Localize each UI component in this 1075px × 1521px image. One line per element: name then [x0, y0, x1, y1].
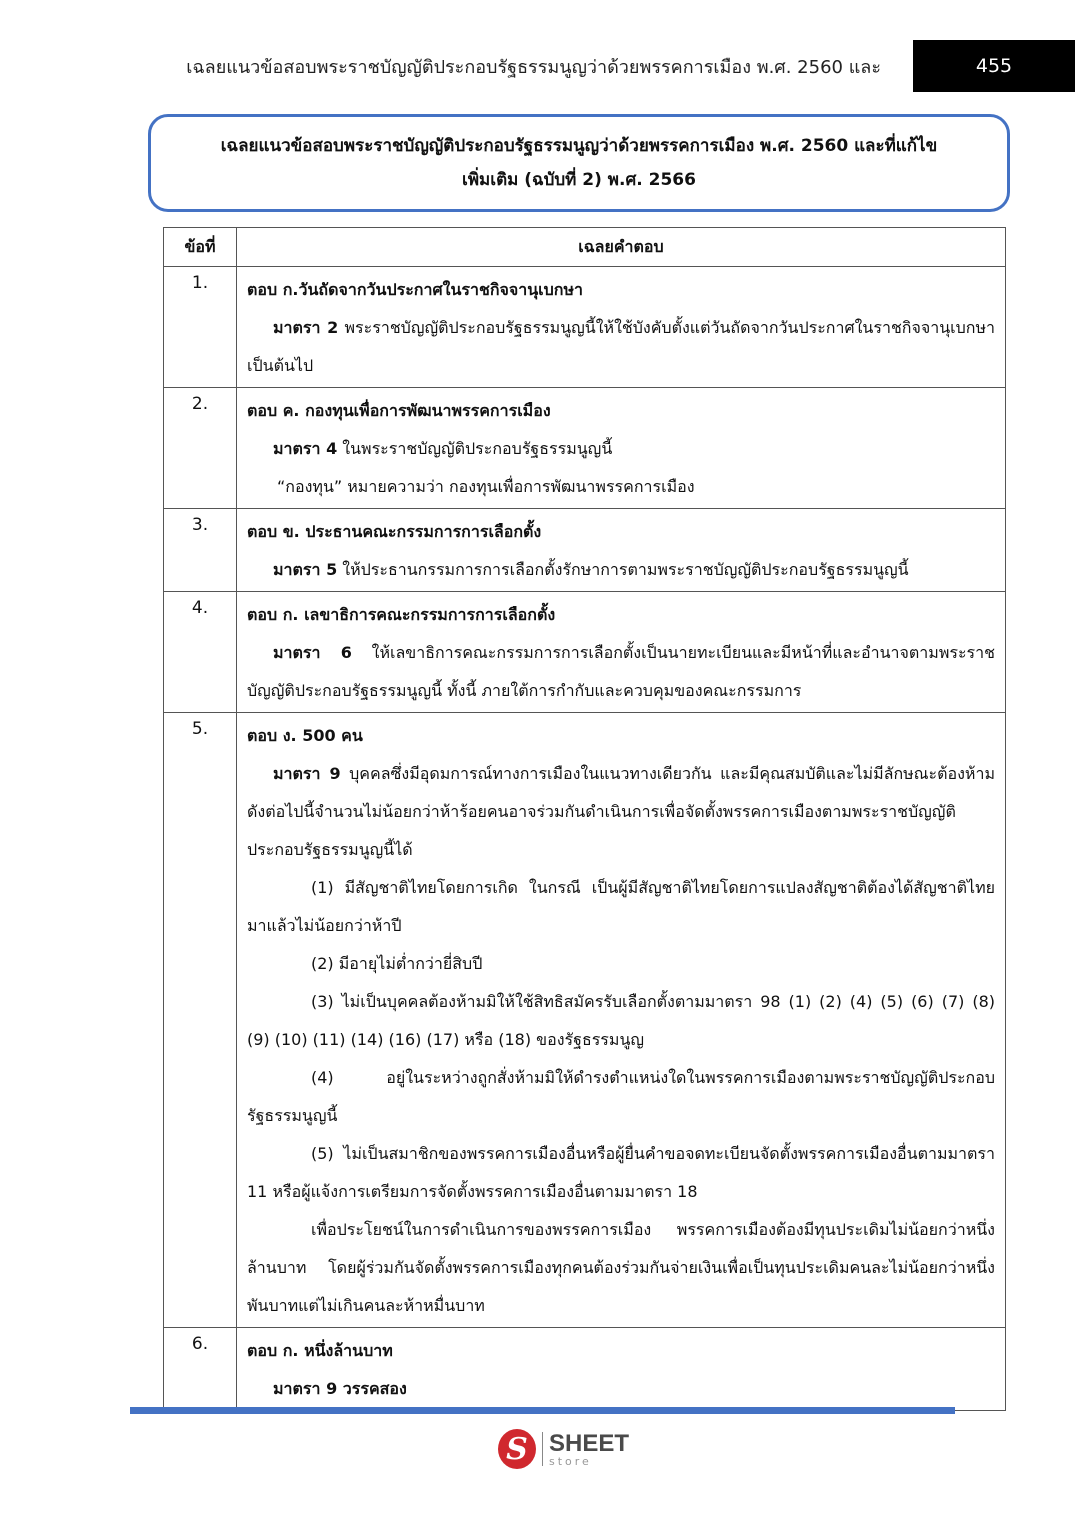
law-body: ในพระราชบัญญัติประกอบรัฐธรรมนูญนี้ [337, 439, 613, 458]
sheet-store-logo [498, 1427, 629, 1471]
table-row [164, 267, 1006, 388]
page-number: 455 [913, 40, 1075, 92]
row-answer [237, 713, 1006, 1328]
table-row [164, 713, 1006, 1328]
table-row [164, 592, 1006, 713]
row-answer [237, 388, 1006, 509]
logo-text [549, 1429, 630, 1468]
row-number: 4. [164, 592, 237, 713]
row-number: 2. [164, 388, 237, 509]
law-text [247, 755, 995, 869]
logo-s-icon: S [498, 1429, 536, 1469]
law-text [247, 551, 995, 589]
law-body: ให้ประธานกรรมการการเลือกตั้งรักษาการตามพระราชบัญญัติประกอบรัฐธรรมนูญนี้ [337, 560, 909, 579]
row-answer [237, 1328, 1006, 1411]
answer-line: ตอบ ก. หนึ่งล้านบาท [247, 1341, 393, 1360]
row-answer [237, 509, 1006, 592]
list-item: (4) อยู่ในระหว่างถูกสั่งห้ามมิให้ดำรงตำแหน่งใดในพรรคการเมืองตามพระราชบัญญัติประกอบรัฐธรรมนูญนี้ [247, 1068, 995, 1125]
table-header-row [164, 228, 1006, 267]
law-text [247, 430, 995, 468]
list-item: (1) มีสัญชาติไทยโดยการเกิด ในกรณี เป็นผู้มีสัญชาติไทยโดยการแปลงสัญชาติต้องได้สัญชาติไทยมาแล้วไม่น้อยกว่าห้าปี [247, 878, 995, 935]
row-number: 3. [164, 509, 237, 592]
answer-line: ตอบ ก.วันถัดจากวันประกาศในราชกิจจานุเบกษา [247, 280, 584, 299]
title-line-2: เพิ่มเติม (ฉบับที่ 2) พ.ศ. 2566 [462, 170, 696, 190]
row-answer [237, 267, 1006, 388]
list-item: (5) ไม่เป็นสมาชิกของพรรคการเมืองอื่นหรือผู้ยื่นคำขอจดทะเบียนจัดตั้งพรรคการเมืองอื่นตามมาตรา 11 หรือผู้แจ้งการเตรียมการจัดตั้งพรรคการเมืองอื่นตามมาตรา 18 [247, 1144, 995, 1201]
title-box [148, 114, 1010, 212]
row-number: 5. [164, 713, 237, 1328]
list-item: (2) มีอายุไม่ต่ำกว่ายี่สิบปี [311, 954, 483, 973]
title-line-1: เฉลยแนวข้อสอบพระราชบัญญัติประกอบรัฐธรรมนูญว่าด้วยพรรคการเมือง พ.ศ. 2560 และที่แก้ไข [220, 136, 938, 156]
law-section: มาตรา 9 [273, 764, 341, 783]
running-header: เฉลยแนวข้อสอบพระราชบัญญัติประกอบรัฐธรรมนูญว่าด้วยพรรคการเมือง พ.ศ. 2560 และ [186, 57, 881, 78]
row-number: 6. [164, 1328, 237, 1411]
footer-bar [130, 1407, 955, 1414]
list-item: (3) ไม่เป็นบุคคลต้องห้ามมิให้ใช้สิทธิสมัครรับเลือกตั้งตามมาตรา 98 (1) (2) (4) (5) (6) (7) (8) (9) (10) (11) (14) (16) (17) หรือ (18) ของรัฐธรรมนูญ [247, 992, 995, 1049]
answer-line: ตอบ ก. เลขาธิการคณะกรรมการการเลือกตั้ง [247, 605, 556, 624]
law-body: พระราชบัญญัติประกอบรัฐธรรมนูญนี้ให้ใช้บังคับตั้งแต่วันถัดจากวันประกาศในราชกิจจานุเบกษาเป็นต้นไป [247, 318, 996, 375]
law-text [247, 634, 995, 710]
table-row [164, 1328, 1006, 1411]
row-number: 1. [164, 267, 237, 388]
logo-sub: store [549, 1454, 592, 1468]
row-answer [237, 592, 1006, 713]
law-section: มาตรา 2 [273, 318, 339, 337]
answer-line: ตอบ ง. 500 คน [247, 726, 363, 745]
law-section: มาตรา 4 [273, 439, 338, 458]
logo-name: SHEET [549, 1429, 630, 1457]
answer-line: ตอบ ค. กองทุนเพื่อการพัฒนาพรรคการเมือง [247, 401, 551, 420]
law-section: มาตรา 6 [273, 643, 352, 662]
header-answer: เฉลยคำตอบ [237, 228, 1006, 267]
law-section: มาตรา 9 วรรคสอง [273, 1379, 407, 1398]
law-body: ให้เลขาธิการคณะกรรมการการเลือกตั้งเป็นนายทะเบียนและมีหน้าที่และอำนาจตามพระราชบัญญัติประกอบรัฐธรรมนูญนี้ ทั้งนี้ ภายใต้การกำกับและควบคุมของคณะกรรมการ [247, 643, 995, 700]
law-section: มาตรา 5 [273, 560, 338, 579]
table-row [164, 509, 1006, 592]
law-text [247, 1370, 995, 1408]
answer-table [163, 227, 1006, 1411]
answer-line: ตอบ ข. ประธานคณะกรรมการการเลือกตั้ง [247, 522, 542, 541]
table-row [164, 388, 1006, 509]
logo-divider [542, 1432, 543, 1466]
law-text [247, 309, 995, 385]
law-body: บุคคลซึ่งมีอุดมการณ์ทางการเมืองในแนวทางเดียวกัน และมีคุณสมบัติและไม่มีลักษณะต้องห้ามดังต่อไปนี้จำนวนไม่น้อยกว่าห้าร้อยคนอาจร่วมกันดำเนินการเพื่อจัดตั้งพรรคการเมืองตามพระราชบัญญัติประกอบรัฐธรรมนูญนี้ได้ [247, 764, 996, 859]
definition-text: “กองทุน” หมายความว่า กองทุนเพื่อการพัฒนาพรรคการเมือง [277, 477, 695, 496]
header-no: ข้อที่ [164, 228, 237, 267]
closing-paragraph: เพื่อประโยชน์ในการดำเนินการของพรรคการเมือง พรรคการเมืองต้องมีทุนประเดิมไม่น้อยกว่าหนึ่งล้านบาท โดยผู้ร่วมกันจัดตั้งพรรคการเมืองทุกคนต้องร่วมกันจ่ายเงินเพื่อเป็นทุนประเดิมคนละไม่น้อยกว่าหนึ่งพันบาทแต่ไม่เกินคนละห้าหมื่นบาท [247, 1220, 995, 1315]
